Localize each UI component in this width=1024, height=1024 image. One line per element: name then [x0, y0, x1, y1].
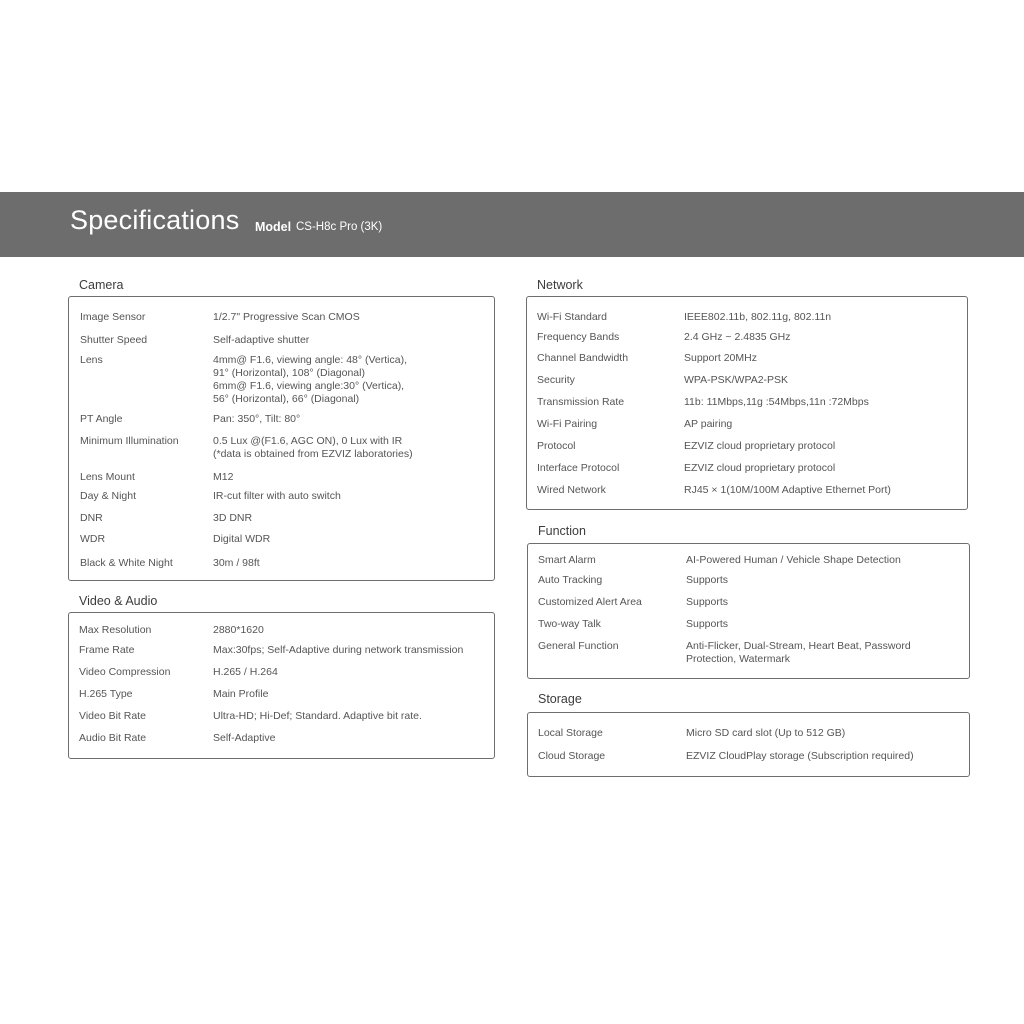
spec-value: Micro SD card slot (Up to 512 GB) — [686, 727, 846, 739]
spec-value: Digital WDR — [213, 533, 271, 545]
spec-value: 1/2.7" Progressive Scan CMOS — [213, 311, 360, 323]
spec-value: M12 — [213, 471, 234, 483]
camera-spec-box — [68, 296, 495, 581]
spec-value: 3D DNR — [213, 512, 253, 524]
spec-value: 30m / 98ft — [213, 557, 260, 569]
spec-value: Supports — [686, 618, 729, 630]
spec-value: Ultra-HD; Hi-Def; Standard. Adaptive bit rate. — [213, 710, 422, 722]
spec-value: Anti-Flicker, Dual-Stream, Heart Beat, Password Protection, Watermark — [686, 640, 911, 665]
spec-value: Supports — [686, 574, 729, 586]
spec-label: Protocol — [537, 440, 576, 452]
spec-value: Support 20MHz — [684, 352, 757, 364]
spec-value: AI-Powered Human / Vehicle Shape Detection — [686, 554, 901, 566]
page-title: Specifications — [70, 205, 240, 235]
video-audio-section-title: Video & Audio — [79, 594, 158, 608]
spec-label: Customized Alert Area — [538, 596, 642, 608]
spec-value: 4mm@ F1.6, viewing angle: 48° (Vertica), 91° (Horizontal), 108° (Diagonal) 6mm@ F1.6, viewing angle:30° (Vertica), 56° (Horizontal), 66° (Diagonal) — [213, 354, 408, 405]
spec-value: AP pairing — [684, 418, 733, 430]
spec-label: Audio Bit Rate — [79, 732, 147, 744]
spec-label: Lens — [80, 354, 103, 366]
spec-value: 2880*1620 — [213, 624, 264, 636]
spec-label: Image Sensor — [80, 311, 146, 323]
spec-label: Smart Alarm — [538, 554, 596, 566]
spec-value: EZVIZ cloud proprietary protocol — [684, 462, 836, 474]
spec-label: H.265 Type — [79, 688, 133, 700]
spec-label: Minimum Illumination — [80, 435, 179, 447]
spec-value: Max:30fps; Self-Adaptive during network transmission — [213, 644, 464, 656]
spec-label: Max Resolution — [79, 624, 152, 636]
spec-label: Two-way Talk — [538, 618, 601, 630]
spec-label: Wi-Fi Pairing — [537, 418, 598, 430]
spec-label: Frame Rate — [79, 644, 135, 656]
spec-label: Cloud Storage — [538, 750, 606, 762]
spec-label: Frequency Bands — [537, 331, 620, 343]
camera-section-title: Camera — [79, 278, 124, 292]
model-label: Model — [255, 220, 292, 234]
spec-value: Main Profile — [213, 688, 269, 700]
spec-value: Self-Adaptive — [213, 732, 276, 744]
spec-value: EZVIZ cloud proprietary protocol — [684, 440, 836, 452]
spec-label: Wired Network — [537, 484, 606, 496]
spec-label: Black & White Night — [80, 557, 173, 569]
spec-value: Supports — [686, 596, 729, 608]
storage-section-title: Storage — [538, 692, 582, 706]
spec-value: H.265 / H.264 — [213, 666, 278, 678]
storage-spec-box — [527, 712, 970, 777]
spec-label: PT Angle — [80, 413, 123, 425]
spec-label: Shutter Speed — [80, 334, 148, 346]
spec-label: Video Bit Rate — [79, 710, 146, 722]
header-banner — [0, 192, 1024, 257]
video-audio-spec-box — [68, 612, 495, 759]
spec-label: Interface Protocol — [537, 462, 620, 474]
spec-label: Lens Mount — [80, 471, 135, 483]
spec-value: 11b: 11Mbps,11g :54Mbps,11n :72Mbps — [684, 396, 869, 408]
spec-value: Pan: 350°, Tilt: 80° — [213, 413, 301, 425]
spec-label: Local Storage — [538, 727, 603, 739]
spec-label: WDR — [80, 533, 106, 545]
spec-value: EZVIZ CloudPlay storage (Subscription required) — [686, 750, 914, 762]
spec-value: 0.5 Lux @(F1.6, AGC ON), 0 Lux with IR (*data is obtained from EZVIZ laboratories) — [213, 435, 413, 460]
spec-label: Video Compression — [79, 666, 171, 678]
spec-label: Day & Night — [80, 490, 137, 502]
network-section-title: Network — [537, 278, 583, 292]
spec-value: 2.4 GHz ~ 2.4835 GHz — [684, 331, 791, 343]
spec-value: IR-cut filter with auto switch — [213, 490, 341, 502]
spec-value: WPA-PSK/WPA2-PSK — [684, 374, 789, 386]
spec-label: Transmission Rate — [537, 396, 625, 408]
spec-label: Security — [537, 374, 575, 386]
network-spec-box — [526, 296, 968, 510]
spec-label: Wi-Fi Standard — [537, 311, 608, 323]
model-value: CS-H8c Pro (3K) — [296, 221, 383, 233]
spec-label: Auto Tracking — [538, 574, 603, 586]
spec-label: DNR — [80, 512, 103, 524]
spec-value: RJ45 × 1(10M/100M Adaptive Ethernet Port) — [684, 484, 891, 496]
spec-value: IEEE802.11b, 802.11g, 802.11n — [684, 311, 832, 323]
spec-label: General Function — [538, 640, 619, 652]
spec-value: Self-adaptive shutter — [213, 334, 310, 346]
function-spec-box — [527, 543, 970, 679]
function-section-title: Function — [538, 524, 586, 538]
spec-label: Channel Bandwidth — [537, 352, 629, 364]
